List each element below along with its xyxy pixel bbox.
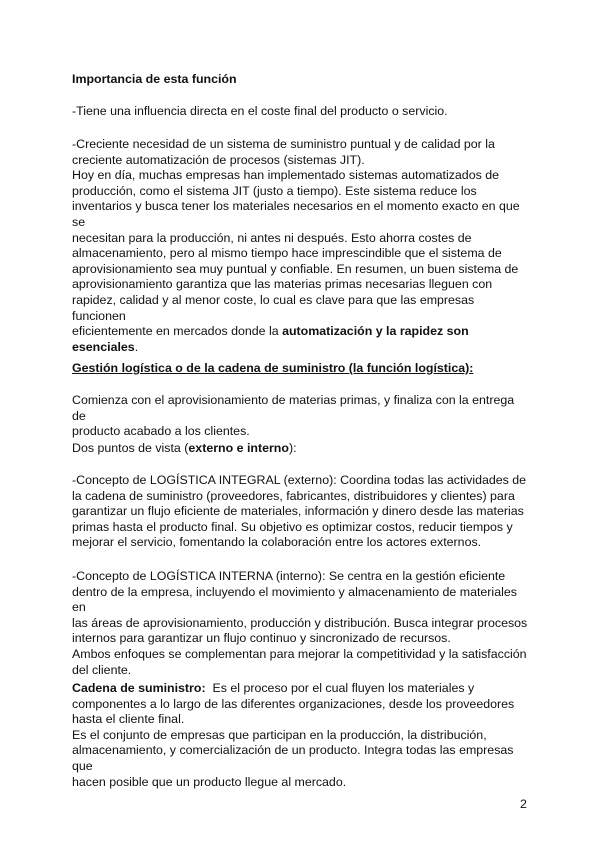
point-necesidad: -Creciente necesidad de un sistema de suministro puntual y de calidad por la creciente automatización de procesos (sistemas JIT). Hoy en día, muchas empresas han implementado sistemas automatizados de producción, como el sistema JIT (justo a tiempo). Este sistema reduce los inventarios y busca tener los materiales necesarios en el momento exacto en que se necesitan para la producción, ni antes ni después. Esto ahorra costes de almacenamiento, pero al mismo tiempo hace imprescindible que el sistema de aprovisionamiento sea muy puntual y confiable. En resumen, un buen sistema de aprovisionamiento garantiza que las materias primas necesarias lleguen con rapidez, calidad y al menor coste, lo cual es clave para que las empresas funcionen eficientemente en mercados donde la automatización y la rapidez son esenciales. (72, 137, 520, 354)
cadena-label: Cadena de suministro: (72, 681, 206, 695)
point-influencia: -Tiene una influencia directa en el coste final del producto o servicio. (72, 104, 448, 118)
intro-paragraph: Comienza con el aprovisionamiento de materias primas, y finaliza con la entrega de producto acabado a los clientes. (72, 393, 515, 439)
logistica-integral-paragraph: -Concepto de LOGÍSTICA INTEGRAL (externo): Coordina todas las actividades de la cadena de suministro (proveedores, fabricantes, distribuidores y clientes) para garantizar un flujo eficiente de materiales, información y dinero desde las materias primas hasta el producto final. Su objetivo es optimizar costos, reducir tiempos y mejorar el servicio, fomentando la colaboración entre los actores externos. (72, 473, 527, 550)
puntos-de-vista: Dos puntos de vista (externo e interno): (72, 441, 297, 455)
bold-phrase: automatización y la rapidez son (282, 324, 469, 339)
section-heading-gestion-logistica: Gestión logística o de la cadena de suministro (la función logística): (72, 361, 474, 375)
section-heading-importancia: Importancia de esta función (72, 72, 237, 86)
logistica-interna-paragraph: -Concepto de LOGÍSTICA INTERNA (interno): Se centra en la gestión eficiente dentro de la empresa, incluyendo el movimiento y almacenamiento de materiales en las áreas de aprovisionamiento, producción y distribución. Busca integrar procesos internos para garantizar un flujo continuo y sincronizado de recursos. Ambos enfoques se complementan para mejorar la competitividad y la satisfacción del cliente. (72, 569, 528, 677)
page-number: 2 (520, 797, 527, 811)
cadena-suministro-paragraph: Cadena de suministro: Es el proceso por el cual fluyen los materiales y componentes a lo largo de las diferentes organizaciones, desde los proveedores hasta el cliente final. Es el conjunto de empresas que participan en la producción, la distribución, almacenamiento, y comercialización de un producto. Integra todas las empresas que hacen posible que un producto llegue al mercado. (72, 681, 515, 789)
bold-phrase-end: esenciales (72, 339, 135, 354)
